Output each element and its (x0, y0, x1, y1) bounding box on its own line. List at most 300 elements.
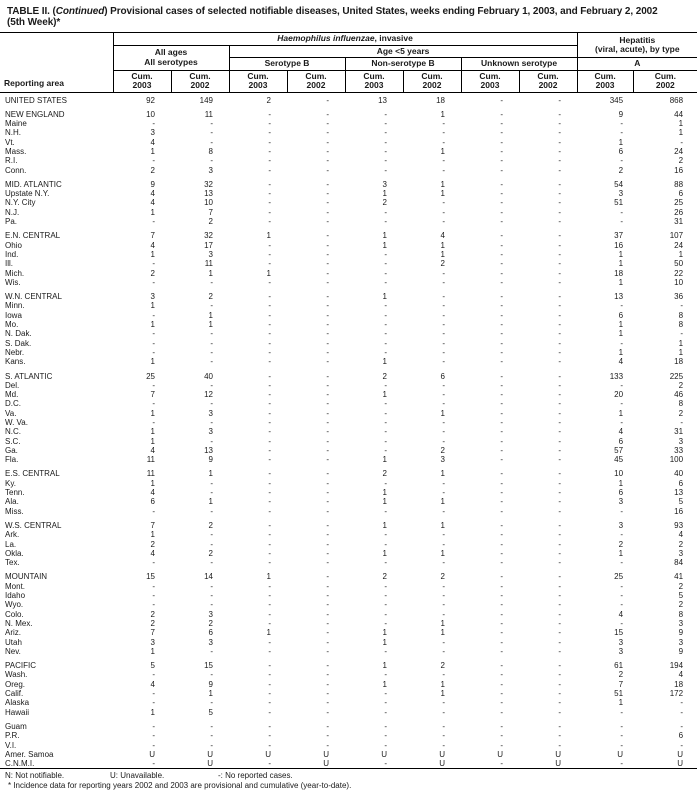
value-cell: 1 (678, 128, 684, 138)
value-cell: - (558, 292, 562, 302)
value-cell: - (152, 600, 155, 610)
value-cell: - (558, 338, 562, 348)
value-cell: - (210, 591, 213, 601)
value-cell: - (442, 399, 445, 409)
value-cell: - (268, 418, 271, 427)
value-cell: - (558, 240, 562, 250)
value-cell: 1 (382, 189, 387, 199)
reporting-area-label: Pa. (5, 217, 18, 227)
value-cell: - (152, 731, 155, 741)
value-cell: 10 (146, 109, 155, 119)
value-cell: - (384, 146, 387, 156)
value-cell: 6 (618, 146, 624, 156)
value-cell: 6 (618, 436, 624, 446)
value-cell: U (439, 749, 445, 759)
value-cell: 6 (150, 497, 155, 507)
value-cell: - (500, 698, 503, 708)
value-cell: 10 (204, 198, 213, 208)
value-cell: 2 (618, 670, 624, 680)
value-cell: 4 (678, 530, 684, 540)
table-row (0, 540, 697, 549)
value-cell: 14 (204, 572, 213, 582)
reporting-area-label: PACIFIC (5, 661, 36, 671)
value-cell: - (442, 436, 445, 446)
value-cell: - (620, 418, 624, 427)
value-cell: - (210, 721, 213, 731)
value-cell: - (326, 217, 329, 227)
value-cell: - (152, 399, 155, 409)
value-cell: - (268, 469, 271, 479)
value-cell: - (268, 609, 271, 619)
table-row (0, 231, 697, 240)
value-cell: 1 (618, 347, 624, 357)
value-cell: - (384, 347, 387, 357)
value-cell: 13 (204, 445, 213, 455)
table-row (0, 138, 697, 147)
value-cell: 32 (204, 179, 213, 189)
value-cell: - (384, 329, 387, 339)
value-cell: - (558, 618, 562, 628)
value-cell: 18 (614, 268, 624, 278)
value-cell: 45 (614, 455, 624, 465)
reporting-area-label: Ariz. (5, 628, 21, 638)
value-cell: U (207, 749, 213, 759)
reporting-area-label: Iowa (5, 310, 22, 320)
reporting-area-label: Guam (5, 721, 27, 731)
table-row (0, 292, 697, 301)
value-cell: - (268, 445, 271, 455)
value-cell: - (268, 478, 271, 488)
value-cell: 1 (266, 268, 271, 278)
value-cell: - (620, 581, 624, 591)
value-cell: 1 (618, 408, 624, 418)
table-row (0, 661, 697, 670)
value-cell: 2 (382, 469, 387, 479)
value-cell: 100 (669, 455, 684, 465)
value-cell: - (152, 759, 155, 769)
value-cell: - (152, 156, 155, 166)
value-cell: 8 (208, 146, 213, 156)
value-cell: - (442, 217, 445, 227)
value-cell: - (326, 698, 329, 708)
value-cell: 2 (150, 165, 155, 175)
value-cell: - (558, 231, 562, 241)
value-cell: 2 (150, 609, 155, 619)
value-cell: - (500, 231, 503, 241)
value-cell: - (500, 520, 503, 530)
reporting-area-label: Ala. (5, 497, 19, 507)
value-cell: 2 (208, 292, 213, 302)
table-row (0, 301, 697, 310)
reporting-area-label: Ill. (5, 259, 13, 269)
value-cell: 5 (150, 661, 155, 671)
value-cell: - (268, 506, 271, 516)
value-cell: - (442, 721, 445, 731)
value-cell: - (442, 609, 445, 619)
value-cell: 40 (204, 371, 213, 381)
value-cell: 1 (678, 347, 684, 357)
value-cell: 6 (440, 371, 445, 381)
value-cell: 1 (150, 357, 155, 367)
value-cell: - (326, 329, 329, 339)
value-cell: U (381, 749, 387, 759)
value-cell: - (152, 698, 155, 708)
value-cell: - (442, 418, 445, 427)
value-cell: 1 (382, 520, 387, 530)
table-row (0, 497, 697, 506)
non-serotype-b-header: Non-serotype B (345, 58, 461, 71)
value-cell: 11 (204, 259, 213, 269)
value-cell: - (500, 548, 503, 558)
value-cell: - (210, 740, 213, 750)
value-cell: 9 (208, 679, 213, 689)
value-cell: - (326, 506, 329, 516)
reporting-area-label: N.Y. City (5, 198, 36, 208)
value-cell: 7 (150, 390, 155, 400)
value-cell: 1 (382, 240, 387, 250)
value-cell: - (384, 731, 387, 741)
value-cell: - (500, 661, 503, 671)
value-cell: 24 (674, 146, 684, 156)
value-cell: - (500, 455, 503, 465)
value-cell: - (384, 399, 387, 409)
reporting-area-label: Va. (5, 408, 17, 418)
value-cell: - (558, 207, 562, 217)
value-cell: - (326, 380, 329, 390)
value-cell: 15 (614, 628, 624, 638)
value-cell: - (620, 759, 624, 769)
value-cell: - (268, 530, 271, 540)
value-cell: U (497, 749, 503, 759)
value-cell: - (442, 277, 445, 287)
value-cell: - (500, 165, 503, 175)
value-cell: 3 (208, 427, 213, 437)
value-cell: 1 (440, 408, 445, 418)
value-cell: 26 (674, 207, 684, 217)
value-cell: - (442, 320, 445, 330)
value-cell: - (326, 320, 329, 330)
value-cell: - (210, 478, 213, 488)
value-cell: 44 (674, 109, 684, 119)
reporting-area-label: R.I. (5, 156, 18, 166)
reporting-area-label: N. Mex. (5, 618, 33, 628)
value-cell: - (680, 740, 684, 750)
cum-year-header: Cum. 2002 (171, 70, 229, 92)
table-row (0, 311, 697, 320)
legend-no-reported-cases: -: No reported cases. (218, 771, 293, 781)
value-cell: - (152, 277, 155, 287)
value-cell: 1 (208, 268, 213, 278)
table-row (0, 750, 697, 759)
value-cell: - (558, 581, 562, 591)
value-cell: 2 (208, 618, 213, 628)
table-row (0, 390, 697, 399)
value-cell: - (558, 165, 562, 175)
value-cell: - (268, 637, 271, 647)
value-cell: - (558, 539, 562, 549)
value-cell: - (558, 357, 562, 367)
value-cell: - (384, 137, 387, 147)
value-cell: 2 (382, 371, 387, 381)
value-cell: 8 (678, 609, 684, 619)
value-cell: 9 (678, 628, 684, 638)
table-row (0, 381, 697, 390)
value-cell: - (326, 646, 329, 656)
value-cell: - (210, 539, 213, 549)
reporting-area-label: Mont. (5, 581, 26, 591)
reporting-area-label: Mass. (5, 146, 27, 156)
value-cell: - (558, 128, 562, 138)
value-cell: - (268, 670, 271, 680)
value-cell: - (500, 189, 503, 199)
value-cell: - (680, 301, 684, 311)
value-cell: 51 (614, 689, 624, 699)
value-cell: - (268, 399, 271, 409)
value-cell: - (384, 408, 387, 418)
value-cell: - (326, 249, 329, 259)
value-cell: - (268, 679, 271, 689)
value-cell: 1 (150, 207, 155, 217)
value-cell: - (326, 689, 329, 699)
value-cell: - (384, 445, 387, 455)
value-cell: - (326, 347, 329, 357)
value-cell: 6 (678, 189, 684, 199)
value-cell: - (500, 371, 503, 381)
table-row (0, 147, 697, 156)
reporting-area-label: Calif. (5, 689, 24, 699)
value-cell: - (152, 740, 155, 750)
value-cell: 18 (674, 679, 684, 689)
value-cell: 3 (678, 618, 684, 628)
value-cell: - (384, 165, 387, 175)
table-row (0, 189, 697, 198)
value-cell: - (384, 320, 387, 330)
value-cell: - (500, 329, 503, 339)
value-cell: 16 (674, 506, 684, 516)
value-cell: 4 (678, 670, 684, 680)
value-cell: - (442, 530, 445, 540)
value-cell: - (442, 707, 445, 717)
value-cell: - (268, 207, 271, 217)
value-cell: - (210, 698, 213, 708)
table-row (0, 208, 697, 217)
serotype-b-header: Serotype B (229, 58, 345, 71)
value-cell: - (500, 277, 503, 287)
table-row (0, 372, 697, 381)
value-cell: - (384, 618, 387, 628)
value-cell: - (558, 679, 562, 689)
value-cell: - (384, 646, 387, 656)
value-cell: - (326, 268, 329, 278)
value-cell: 1 (440, 109, 445, 119)
value-cell: - (268, 338, 271, 348)
value-cell: - (210, 357, 213, 367)
value-cell: 1 (440, 628, 445, 638)
value-cell: - (500, 488, 503, 498)
value-cell: 1 (150, 646, 155, 656)
value-cell: - (558, 572, 562, 582)
value-cell: 1 (440, 146, 445, 156)
value-cell: - (326, 591, 329, 601)
table-row (0, 708, 697, 717)
value-cell: 41 (674, 572, 684, 582)
table-row (0, 558, 697, 567)
value-cell: 1 (150, 249, 155, 259)
value-cell: - (442, 137, 445, 147)
value-cell: 9 (208, 455, 213, 465)
value-cell: 1 (440, 689, 445, 699)
cum-year-header: Cum. 2002 (403, 70, 461, 92)
value-cell: - (558, 179, 562, 189)
value-cell: 2 (618, 539, 624, 549)
value-cell: 51 (614, 198, 624, 208)
value-cell: - (500, 572, 503, 582)
value-cell: 1 (440, 249, 445, 259)
reporting-area-label: P.R. (5, 731, 20, 741)
value-cell: - (442, 156, 445, 166)
value-cell: - (152, 558, 155, 568)
value-cell: 133 (609, 371, 624, 381)
value-cell: 46 (674, 390, 684, 400)
value-cell: 9 (678, 646, 684, 656)
value-cell: 1 (150, 146, 155, 156)
value-cell: 1 (382, 292, 387, 302)
value-cell: - (558, 277, 562, 287)
value-cell: - (326, 399, 329, 409)
value-cell: - (620, 600, 624, 610)
value-cell: - (268, 427, 271, 437)
value-cell: - (442, 670, 445, 680)
value-cell: 1 (150, 478, 155, 488)
value-cell: - (500, 740, 503, 750)
value-cell: - (558, 95, 562, 105)
value-cell: 13 (378, 95, 387, 105)
value-cell: 225 (669, 371, 684, 381)
value-cell: 1 (618, 277, 624, 287)
value-cell: - (326, 179, 329, 189)
value-cell: - (326, 670, 329, 680)
value-cell: 1 (382, 548, 387, 558)
value-cell: U (677, 749, 684, 759)
value-cell: - (268, 558, 271, 568)
value-cell: - (268, 137, 271, 147)
value-cell: - (558, 707, 562, 717)
value-cell: - (558, 390, 562, 400)
table-row (0, 670, 697, 679)
value-cell: - (442, 488, 445, 498)
value-cell: - (210, 436, 213, 446)
value-cell: 8 (678, 320, 684, 330)
value-cell: - (384, 539, 387, 549)
value-cell: - (384, 707, 387, 717)
value-cell: 4 (618, 427, 624, 437)
value-cell: - (152, 721, 155, 731)
value-cell: - (500, 628, 503, 638)
value-cell: 1 (440, 179, 445, 189)
value-cell: 2 (678, 156, 684, 166)
value-cell: 1 (150, 408, 155, 418)
value-cell: - (442, 591, 445, 601)
table-row (0, 689, 697, 698)
reporting-area-label: Wash. (5, 670, 28, 680)
reporting-area-label: E.S. CENTRAL (5, 469, 60, 479)
value-cell: - (326, 539, 329, 549)
value-cell: 4 (440, 231, 445, 241)
table-row (0, 759, 697, 769)
reporting-area-label: D.C. (5, 399, 21, 409)
reporting-area-label: V.I. (5, 740, 17, 750)
value-cell: 50 (674, 259, 684, 269)
value-cell: - (326, 207, 329, 217)
value-cell: - (384, 217, 387, 227)
value-cell: - (558, 689, 562, 699)
value-cell: - (500, 347, 503, 357)
value-cell: - (268, 198, 271, 208)
reporting-area-label: W.S. CENTRAL (5, 520, 62, 530)
value-cell: - (326, 497, 329, 507)
legend-unavailable: U: Unavailable. (110, 771, 165, 781)
value-cell: 1 (382, 637, 387, 647)
value-cell: - (558, 469, 562, 479)
value-cell: 7 (208, 207, 213, 217)
value-cell: - (620, 338, 624, 348)
value-cell: - (500, 390, 503, 400)
value-cell: - (326, 731, 329, 741)
value-cell: - (500, 301, 503, 311)
value-cell: - (620, 380, 624, 390)
table-row (0, 119, 697, 128)
value-cell: - (558, 320, 562, 330)
value-cell: - (326, 558, 329, 568)
cum-year-header: Cum. 2002 (287, 70, 345, 92)
value-cell: - (558, 628, 562, 638)
value-cell: - (210, 137, 213, 147)
value-cell: - (326, 455, 329, 465)
value-cell: 1 (382, 497, 387, 507)
value-cell: - (500, 497, 503, 507)
hepatitis-a-header: A (577, 58, 697, 71)
value-cell: - (326, 156, 329, 166)
table-row (0, 647, 697, 656)
table-title (7, 6, 689, 28)
value-cell: 3 (208, 637, 213, 647)
value-cell: - (268, 539, 271, 549)
value-cell: - (384, 698, 387, 708)
value-cell: 31 (674, 217, 684, 227)
value-cell: - (442, 347, 445, 357)
value-cell: 4 (150, 445, 155, 455)
value-cell: - (558, 329, 562, 339)
value-cell: 9 (150, 179, 155, 189)
value-cell: - (500, 408, 503, 418)
value-cell: - (558, 301, 562, 311)
value-cell: - (268, 249, 271, 259)
value-cell: - (558, 347, 562, 357)
table-row (0, 128, 697, 137)
value-cell: 2 (440, 661, 445, 671)
value-cell: - (152, 119, 155, 129)
value-cell: 12 (204, 390, 213, 400)
value-cell: - (558, 478, 562, 488)
cum-year-header: Cum. 2002 (633, 70, 697, 92)
value-cell: - (326, 259, 329, 269)
value-cell: - (210, 399, 213, 409)
value-cell: - (442, 380, 445, 390)
value-cell: - (210, 558, 213, 568)
value-cell: - (326, 146, 329, 156)
table-row (0, 479, 697, 488)
value-cell: - (500, 436, 503, 446)
